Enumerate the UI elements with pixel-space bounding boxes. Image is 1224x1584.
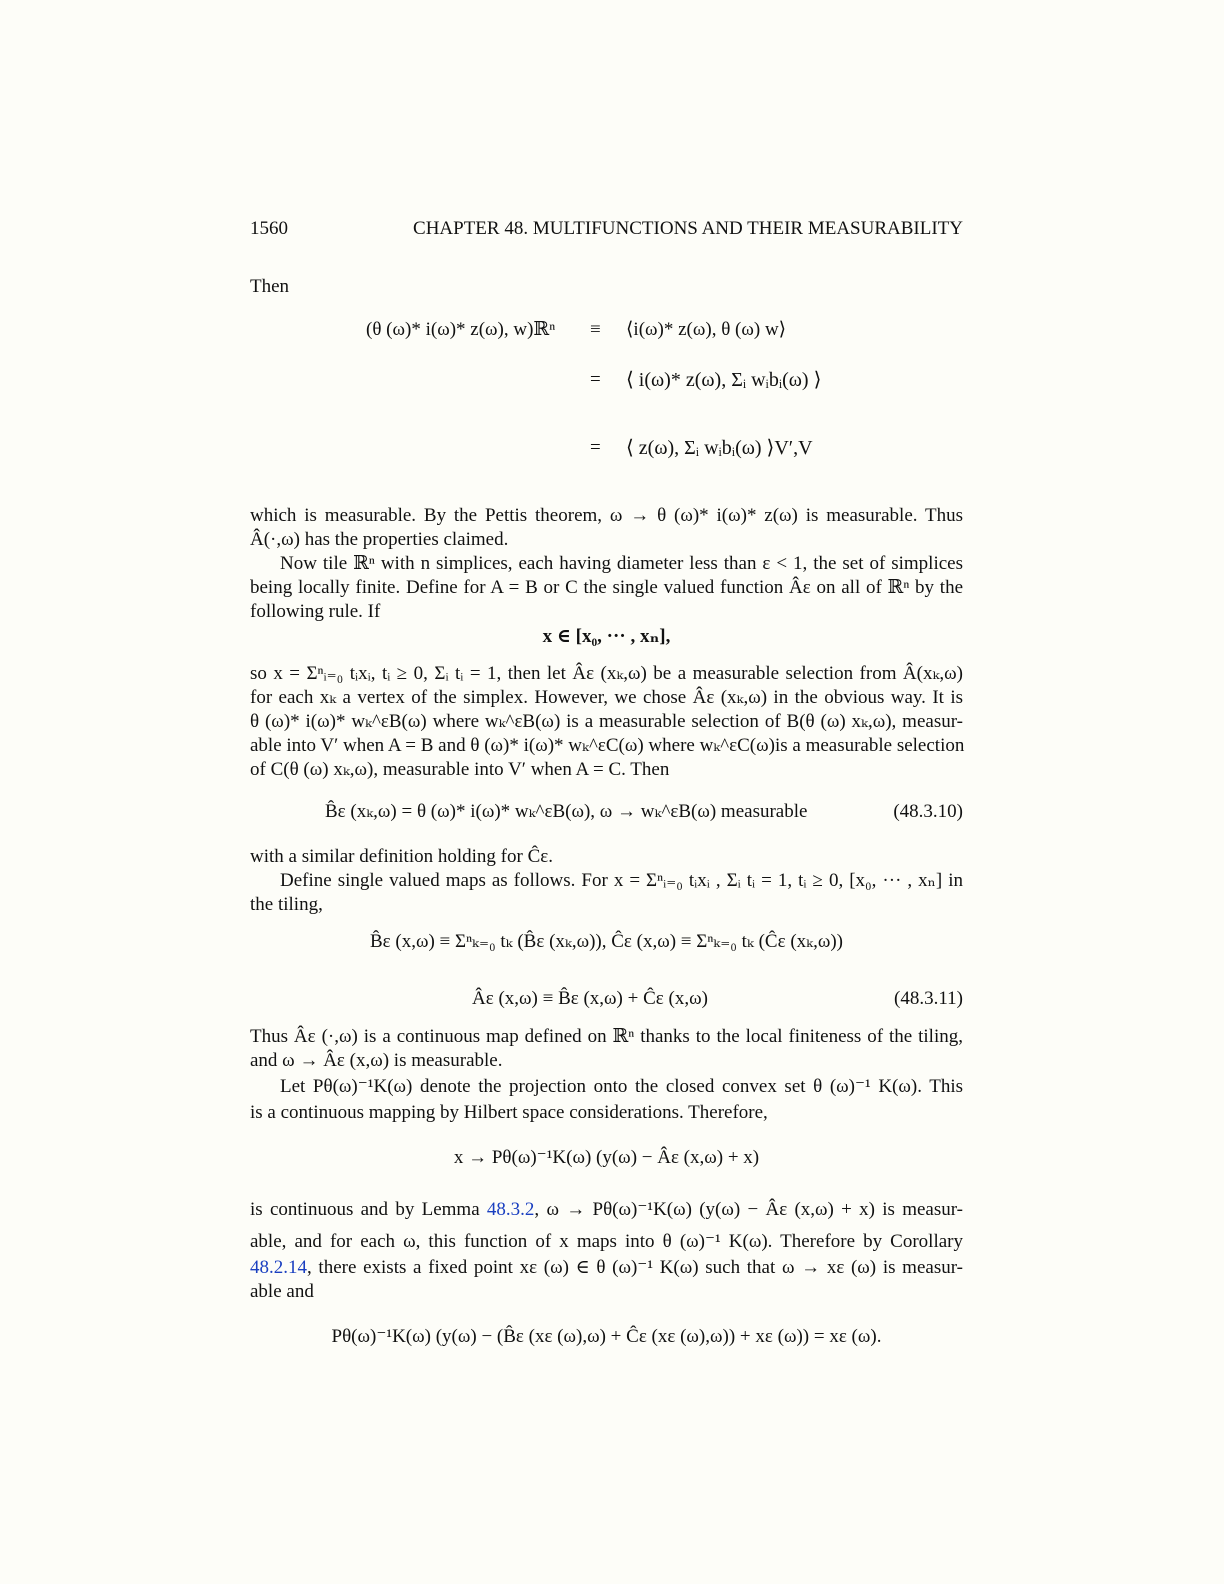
para7-text-a: is continuous and by Lemma	[250, 1199, 487, 1220]
corollary-link[interactable]: 48.2.14	[250, 1257, 307, 1278]
align-rel-2: =	[590, 369, 601, 390]
projection-map-equation: x → Pθ(ω)⁻¹K(ω) (y(ω) − Âε (x,ω) + x)	[453, 1147, 760, 1168]
align-rel-1: ≡	[590, 319, 601, 340]
para1-line2: Â(·,ω) has the properties claimed.	[250, 529, 509, 550]
lemma-link[interactable]: 48.3.2	[486, 1199, 535, 1220]
equation-number: (48.3.11)	[894, 988, 963, 1009]
chapter-title: CHAPTER 48. MULTIFUNCTIONS AND THEIR MEASURABILITY	[413, 218, 963, 239]
para7-line3	[250, 1256, 963, 1280]
align-lhs: (θ (ω)* i(ω)* z(ω), w)ℝⁿ	[366, 319, 556, 340]
para4-line3: the tiling,	[250, 894, 323, 915]
para2-line1: Now tile ℝⁿ with n simplices, each having diameter less than ε < 1, the set of simplices	[280, 553, 963, 574]
para5-line2: and ω → Âε (x,ω) is measurable.	[250, 1050, 503, 1071]
para7-text-b: , ω → Pθ(ω)⁻¹K(ω) (y(ω) − Âε (x,ω) + x) is measur-	[534, 1199, 964, 1220]
simplex-equation: x ∈ [x₀, ··· , xₙ],	[542, 626, 671, 647]
equation-body: B̂ε (xₖ,ω) = θ (ω)* i(ω)* wₖ^εB(ω), ω → wₖ^εB(ω) measurable	[325, 801, 808, 822]
para4-line2: Define single valued maps as follows. For x = Σⁿᵢ₌₀ tᵢxᵢ , Σᵢ tᵢ = 1, tᵢ ≥ 0, [x₀, ··· , xₙ] in	[280, 870, 963, 891]
para6-line2: is a continuous mapping by Hilbert space considerations. Therefore,	[250, 1102, 768, 1123]
para2-line3: following rule. If	[250, 601, 381, 622]
para4-line1: with a similar definition holding for Ĉε.	[250, 846, 553, 867]
para3-line5: of C(θ (ω) xₖ,ω), measurable into V′ when A = C. Then	[250, 759, 670, 780]
para2-line2: being locally finite. Define for A = B or C the single valued function Âε on all of ℝⁿ by the	[250, 577, 963, 598]
para6-line1: Let Pθ(ω)⁻¹K(ω) denote the projection onto the closed convex set θ (ω)⁻¹ K(ω). This	[280, 1076, 963, 1097]
equation-number: (48.3.10)	[893, 801, 963, 822]
para3-line1: so x = Σⁿᵢ₌₀ tᵢxᵢ, tᵢ ≥ 0, Σᵢ tᵢ = 1, then let Âε (xₖ,ω) be a measurable selection from Â(xₖ,ω)	[250, 663, 963, 684]
align-rhs-3: ⟨ z(ω), Σᵢ wᵢbᵢ(ω) ⟩V′,V	[626, 437, 813, 459]
align-rhs-1: ⟨i(ω)* z(ω), θ (ω) w⟩	[626, 319, 787, 340]
running-header	[250, 218, 963, 244]
para3-line3: θ (ω)* i(ω)* wₖ^εB(ω) where wₖ^εB(ω) is a measurable selection of B(θ (ω) xₖ,ω), measur-	[250, 711, 963, 732]
para7-line4: able and	[250, 1281, 314, 1302]
intro-text: Then	[250, 276, 290, 297]
para7-text-c: , there exists a fixed point xε (ω) ∈ θ (ω)⁻¹ K(ω) such that ω → xε (ω) is measur-	[307, 1257, 963, 1278]
para1-line1: which is measurable. By the Pettis theorem, ω → θ (ω)* i(ω)* z(ω) is measurable. Thus	[250, 505, 963, 526]
page-number: 1560	[250, 218, 288, 239]
align-rel-3: =	[590, 437, 601, 458]
para3-line2: for each xₖ a vertex of the simplex. However, we chose Âε (xₖ,ω) in the obvious way. It is	[250, 687, 963, 708]
para7-line2: able, and for each ω, this function of x maps into θ (ω)⁻¹ K(ω). Therefore by Corollary	[250, 1231, 963, 1252]
para5-line1: Thus Âε (·,ω) is a continuous map defined on ℝⁿ thanks to the local finiteness of the tiling,	[250, 1026, 963, 1047]
sum-definitions-equation: B̂ε (x,ω) ≡ Σⁿₖ₌₀ tₖ (B̂ε (xₖ,ω)), Ĉε (x,ω) ≡ Σⁿₖ₌₀ tₖ (Ĉε (xₖ,ω))	[369, 931, 843, 952]
align-rhs-2: ⟨ i(ω)* z(ω), Σᵢ wᵢbᵢ(ω) ⟩	[626, 369, 822, 391]
equation-body: Âε (x,ω) ≡ B̂ε (x,ω) + Ĉε (x,ω)	[472, 988, 708, 1009]
para3-line4: able into V′ when A = B and θ (ω)* i(ω)* wₖ^εC(ω) where wₖ^εC(ω)is a measurable selection	[250, 735, 965, 756]
para7-line1	[250, 1198, 963, 1222]
fixed-point-equation: Pθ(ω)⁻¹K(ω) (y(ω) − (B̂ε (xε (ω),ω) + Ĉε (xε (ω),ω)) + xε (ω)) = xε (ω).	[331, 1326, 882, 1347]
